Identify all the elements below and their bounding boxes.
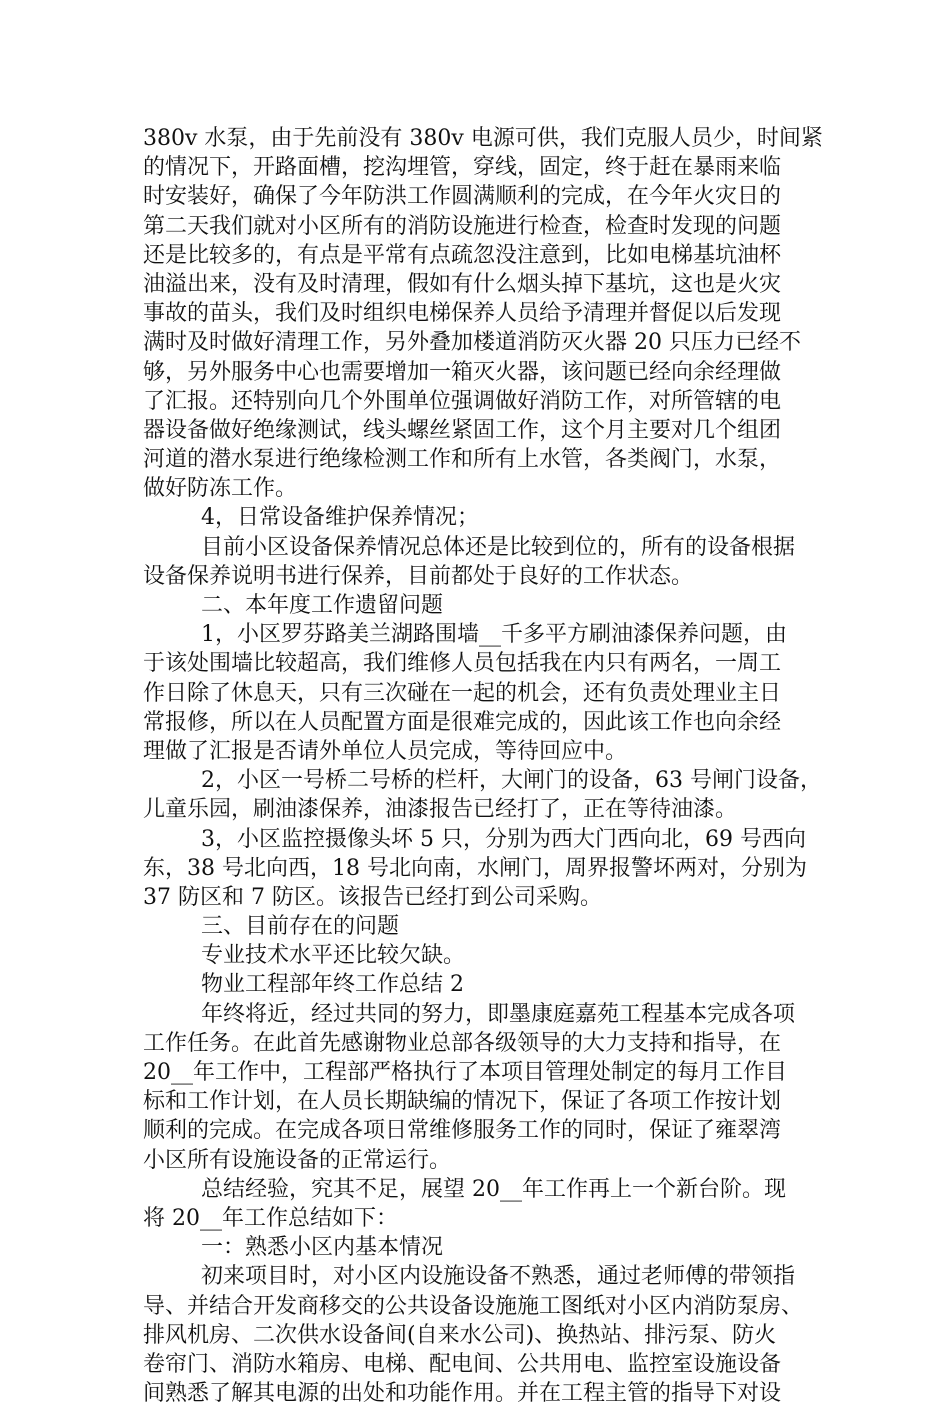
- text-line: 儿童乐园，刷油漆保养，油漆报告已经打了，正在等待油漆。: [143, 797, 738, 823]
- text-line: 物业工程部年终工作总结 2: [201, 972, 464, 998]
- text-line: 三、目前存在的问题: [201, 914, 400, 940]
- text-line: 二、本年度工作遗留问题: [201, 593, 444, 618]
- text-line: 于该处围墙比较超高，我们维修人员包括我在内只有两名，一周工: [143, 651, 782, 677]
- text-line: 还是比较多的，有点是平常有点疏忽没注意到，比如电梯基坑油杯: [143, 242, 782, 268]
- text-line: 小区所有设施设备的正常运行。: [143, 1147, 452, 1173]
- text-line: 东，38 号北向西，18 号北向南，水闸门，周界报警坏两对，分别为: [143, 855, 807, 881]
- text-line: 排风机房、二次供水设备间(自来水公司)、换热站、排污泵、防火: [143, 1322, 777, 1348]
- text-line: 的情况下，开路面槽，挖沟埋管，穿线，固定，终于赶在暴雨来临: [143, 155, 782, 181]
- text-line: 时安装好，确保了今年防洪工作圆满顺利的完成，在今年火灾日的: [143, 184, 782, 210]
- text-line: 3，小区监控摄像头坏 5 只，分别为西大门西向北，69 号西向: [201, 826, 806, 852]
- text-line: 一：熟悉小区内基本情况: [201, 1235, 444, 1261]
- text-line: 标和工作计划，在人员长期缺编的情况下，保证了各项工作按计划: [143, 1089, 782, 1115]
- text-line: 满时及时做好清理工作，另外叠加楼道消防灭火器 20 只压力已经不: [143, 330, 801, 356]
- text-line: 1，小区罗芬路美兰湖路围墙__千多平方刷油漆保养问题，由: [201, 622, 787, 648]
- text-line: 理做了汇报是否请外单位人员完成，等待回应中。: [143, 738, 628, 764]
- text-line: 做好防冻工作。: [143, 476, 298, 502]
- text-line: 2，小区一号桥二号桥的栏杆，大闸门的设备，63 号闸门设备，: [201, 768, 822, 794]
- document-body-text: [143, 124, 823, 1408]
- text-line: 油溢出来，没有及时清理，假如有什么烟头掉下基坑，这也是火灾: [143, 271, 782, 297]
- text-line: 年终将近，经过共同的努力，即墨康庭嘉苑工程基本完成各项: [201, 1001, 796, 1027]
- text-line: 初来项目时，对小区内设施设备不熟悉，通过老师傅的带领指: [201, 1264, 796, 1290]
- text-line: 导、并结合开发商移交的公共设备设施施工图纸对小区内消防泵房、: [143, 1293, 804, 1319]
- text-line: 河道的潜水泵进行绝缘检测工作和所有上水管，各类阀门，水泵，: [143, 447, 782, 473]
- text-line: 事故的苗头，我们及时组织电梯保养人员给予清理并督促以后发现: [143, 301, 782, 327]
- text-line: 常报修，所以在人员配置方面是很难完成的，因此该工作也向余经: [143, 709, 782, 735]
- text-line: 器设备做好绝缘测试，线头螺丝紧固工作，这个月主要对几个组团: [143, 417, 782, 443]
- text-line: 将 20__年工作总结如下：: [143, 1205, 398, 1231]
- text-line: 够，另外服务中心也需要增加一箱灭火器，该问题已经向余经理做: [143, 359, 782, 385]
- text-line: 4，日常设备维护保养情况；: [201, 505, 479, 531]
- text-line: 20__年工作中，工程部严格执行了本项目管理处制定的每月工作目: [143, 1060, 787, 1085]
- text-line: 间熟悉了解其电源的出处和功能作用。并在工程主管的指导下对设: [143, 1381, 782, 1407]
- text-line: 第二天我们就对小区所有的消防设施进行检查，检查时发现的问题: [143, 213, 782, 239]
- text-line: 设备保养说明书进行保养，目前都处于良好的工作状态。: [143, 563, 694, 589]
- text-line: 目前小区设备保养情况总体还是比较到位的，所有的设备根据: [201, 534, 796, 560]
- text-line: 工作任务。在此首先感谢物业总部各级领导的大力支持和指导，在: [143, 1030, 782, 1056]
- text-line: 380v 水泵，由于先前没有 380v 电源可供，我们克服人员少，时间紧: [143, 126, 823, 151]
- text-line: 顺利的完成。在完成各项日常维修服务工作的同时，保证了雍翠湾: [143, 1118, 782, 1144]
- text-line: 了汇报。还特别向几个外围单位强调做好消防工作，对所管辖的电: [143, 388, 782, 414]
- text-line: 总结经验，究其不足，展望 20__年工作再上一个新台阶。现: [201, 1176, 786, 1202]
- text-line: 专业技术水平还比较欠缺。: [201, 943, 466, 969]
- text-line: 作日除了休息天，只有三次碰在一起的机会，还有负责处理业主日: [143, 680, 782, 706]
- text-line: 卷帘门、消防水箱房、电梯、配电间、公共用电、监控室设施设备: [143, 1351, 782, 1377]
- text-line: 37 防区和 7 防区。该报告已经打到公司采购。: [143, 884, 602, 910]
